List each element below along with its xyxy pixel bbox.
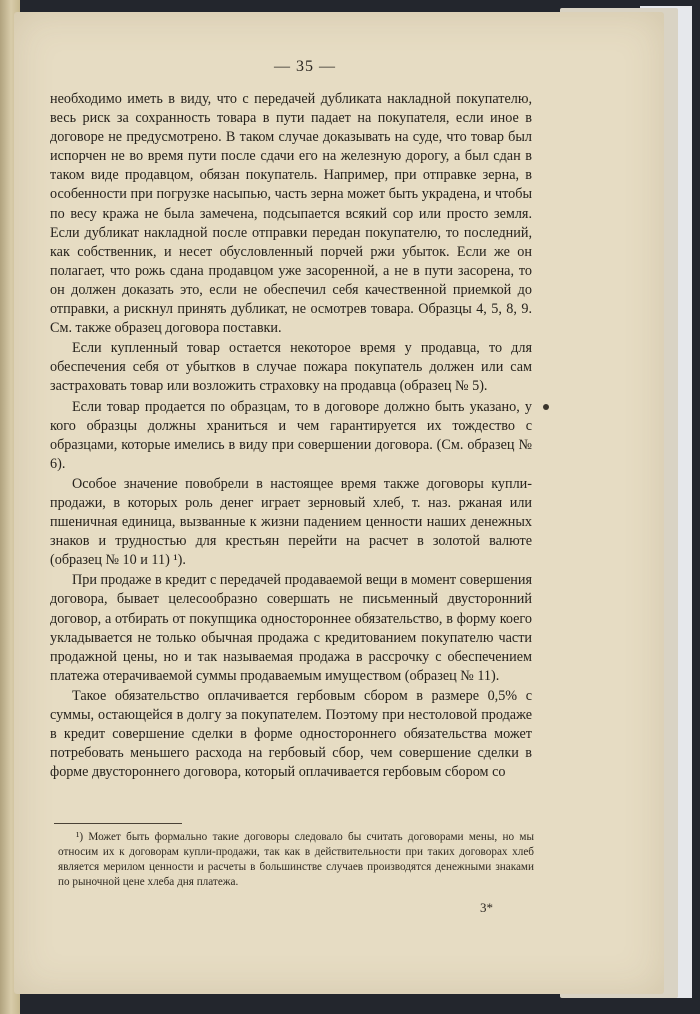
ink-dot (543, 404, 549, 410)
paragraph: Такое обязательство оплачивается гербовым сбором в размере 0,5% с суммы, остающейся в долгу за покупателем. Поэтому при нестоловой продаже в кредит совершение сделки в форме одностороннего обязательства может потребовать меньшего расхода на гербовый сбор, чем совершение сделки в форме двустороннего договора, который оплачивается гербовым сбором со (50, 687, 532, 781)
footnote: ¹) Может быть формально такие договоры следовало бы считать договорами мены, но мы относим их к договорам купли-продажи, так как в действительности при таких договорах хлеб является мерилом ценности и расчеты в большинстве случаев производятся денежными знаками по рыночной цене хлеба дня платежа. (58, 831, 534, 888)
paragraph: При продаже в кредит с передачей продаваемой вещи в момент совершения договора, бывает целесообразно совершать не письменный двусторонний договор, а отбирать от покупщика одностороннее обязательство, в форму коего укладывается не только обычная продажа с кредитованием покупателю части продажной цены, но и так называемая продажа в рассрочку с обеспечением платежа отерачиваемой суммы продаваемым имуществом (образец № 11). (50, 572, 532, 684)
page-number: — 35 — (274, 58, 336, 75)
paragraph: необходимо иметь в виду, что с передачей дубликата накладной покупателю, весь риск за сохранность товара в пути падает на покупателя, если иное в договоре не предусмотрено. В таком случае доказывать на суде, что товар был испорчен не во время пути после сдачи его на железную дорогу, а был сдан в таком виде продавцом, обязан покупатель. Например, при отправке зерна, в особенности при погрузке насыпью, часть зерна может быть украдена, и чтобы по весу кража не была замечена, подсыпается всякий сор или просто земля. Если дубликат накладной после отправки передан покупателю, то последний, как собственник, и несет обусловленный порчей ржи убыток. Если же он полагает, что рожь сдана продавцом уже засоренной, а не в пути засорена, то он должен доказать это, если не обеспечил себя качественной приемкой до отправки, а рискнул принять дубликат, не осмотрев товара. Образцы 4, 5, 8, 9. См. также образец договора поставки. (50, 91, 532, 337)
body-text (50, 90, 532, 782)
paragraph: Если товар продается по образцам, то в договоре должно быть указано, у кого образцы должны храниться и чем гарантируется их тождество с образцами, которые имелись в виду при совершении договора. (См. образец № 6). (50, 398, 532, 472)
paragraph: Если купленный товар остается некоторое время у продавца, то для обеспечения себя от убытков в случае пожара покупатель должен или сам застраховать товар или возложить страховку на продавца (образец № 5). (50, 340, 532, 395)
footnote-divider (54, 823, 182, 824)
paragraph: Особое значение повобрели в настоящее время также договоры купли-продажи, в которых роль денег играет зерновый хлеб, т. наз. ржаная или пшеничная единица, вызванные к жизни падением ценности наших денежных знаков и трудностью для крестьян перейти на расчет в золотой валюте (образец № 10 и 11) ¹). (50, 475, 532, 569)
printer-signature-mark: 3* (480, 900, 493, 915)
